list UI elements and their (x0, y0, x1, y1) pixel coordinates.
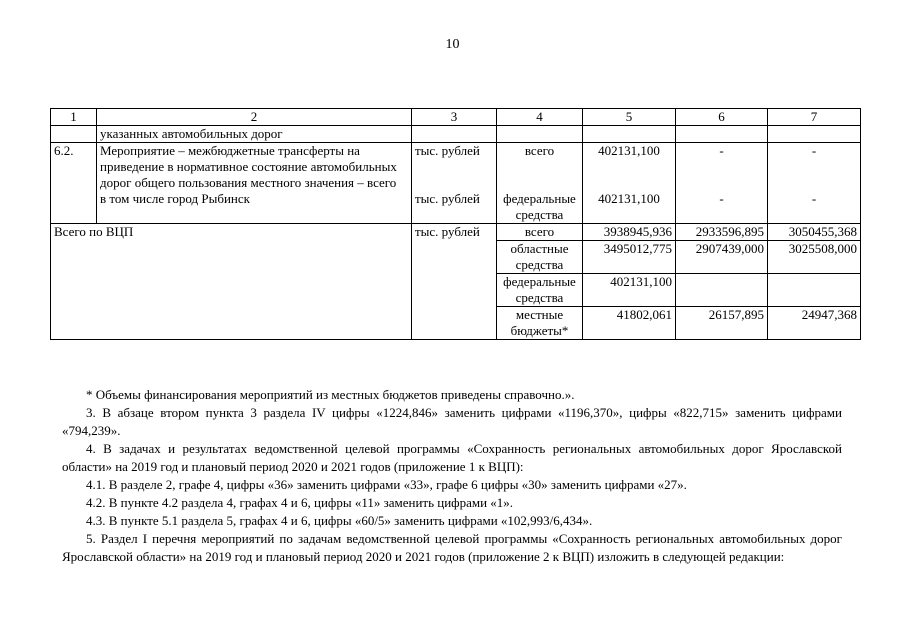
total-value-col7: 3050455,368 (768, 224, 861, 241)
column-header: 1 (51, 109, 97, 126)
total-value-col5: 3495012,775 (583, 241, 676, 274)
unit-sub: тыс. рублей (415, 191, 480, 206)
column-header: 5 (583, 109, 676, 126)
total-value-col6: 2933596,895 (676, 224, 768, 241)
total-value-col5: 402131,100 (583, 274, 676, 307)
total-value-col6: 26157,895 (676, 307, 768, 340)
amendment-paragraph: 4. В задачах и результатах ведомственной целевой программы «Сохранность региональных автомобильных дорог Ярославской области» на 2019 год и плановый период 2020 и 2021 годов (приложение 1 к ВЦП): (62, 441, 842, 474)
column-header: 3 (412, 109, 497, 126)
total-source: областные средства (497, 241, 583, 274)
financing-table (50, 108, 861, 340)
row-description-cell (97, 143, 412, 224)
value-col7-cell (768, 143, 861, 224)
total-value-col6: 2907439,000 (676, 241, 768, 274)
value-col5: 402131,100 (598, 143, 660, 158)
unit-cell (412, 143, 497, 224)
total-row (51, 224, 861, 241)
column-header: 4 (497, 109, 583, 126)
table-cell (583, 126, 676, 143)
amendment-paragraph: 4.3. В пункте 5.1 раздела 5, графах 4 и 6, цифры «60/5» заменить цифрами «102,993/6,434». (86, 513, 593, 528)
value-col6-sub: - (719, 191, 724, 206)
table-cell (497, 126, 583, 143)
total-label: Всего по ВЦП (51, 224, 412, 340)
total-value-col7: 24947,368 (768, 307, 861, 340)
table-cell (51, 126, 97, 143)
table-cell (412, 126, 497, 143)
amendment-paragraph: 3. В абзаце втором пункта 3 раздела IV цифры «1224,846» заменить цифрами «1196,370», цифры «822,715» заменить цифрами «794,239». (62, 405, 842, 438)
row-description-sub: в том числе город Рыбинск (100, 191, 250, 206)
total-source: местные бюджеты* (497, 307, 583, 340)
source-sub: федеральные средства (503, 191, 576, 222)
row-number: 6.2. (51, 143, 97, 224)
value-col5-sub: 402131,100 (598, 191, 660, 206)
source-cell (497, 143, 583, 224)
table-row-continuation (51, 126, 861, 143)
column-header: 2 (97, 109, 412, 126)
table-cell (768, 126, 861, 143)
value-col6: - (719, 143, 724, 158)
unit: тыс. рублей (415, 143, 480, 158)
table-cell (676, 126, 768, 143)
total-value-col6 (676, 274, 768, 307)
value-col5-cell (583, 143, 676, 224)
total-value-col5: 41802,061 (583, 307, 676, 340)
total-value-col7 (768, 274, 861, 307)
column-header: 6 (676, 109, 768, 126)
value-col7-sub: - (811, 191, 817, 206)
amendment-paragraph: 4.1. В разделе 2, графе 4, цифры «36» заменить цифрами «33», графе 6 цифры «30» заменить цифрами «27». (86, 477, 687, 492)
total-value-col5: 3938945,936 (583, 224, 676, 241)
footnote: * Объемы финансирования мероприятий из местных бюджетов приведены справочно.». (86, 387, 575, 402)
source: всего (524, 143, 555, 158)
amendment-paragraph: 4.2. В пункте 4.2 раздела 4, графах 4 и 6, цифры «11» заменить цифрами «1». (86, 495, 514, 510)
total-unit: тыс. рублей (412, 224, 497, 340)
total-source: всего (497, 224, 583, 241)
row-description: Мероприятие – межбюджетные трансферты на приведение в нормативное состояние автомобильных дорог общего пользования местного значения – всего (100, 143, 397, 190)
table-row-6-2 (51, 143, 861, 224)
column-header: 7 (768, 109, 861, 126)
amendment-paragraph: 5. Раздел I перечня мероприятий по задачам ведомственной целевой программы «Сохранность региональных автомобильных дорог Ярославской области» на 2019 год и плановый период 2020 и 2021 годов (приложение 2 к ВЦП) изложить в следующей редакции: (62, 531, 842, 564)
table-header-row (51, 109, 861, 126)
value-col7: - (811, 143, 817, 158)
value-col6-cell (676, 143, 768, 224)
continuation-text: указанных автомобильных дорог (97, 126, 412, 143)
total-source: федеральные средства (497, 274, 583, 307)
notes-section (62, 386, 842, 566)
page-number: 10 (445, 37, 460, 52)
total-value-col7: 3025508,000 (768, 241, 861, 274)
